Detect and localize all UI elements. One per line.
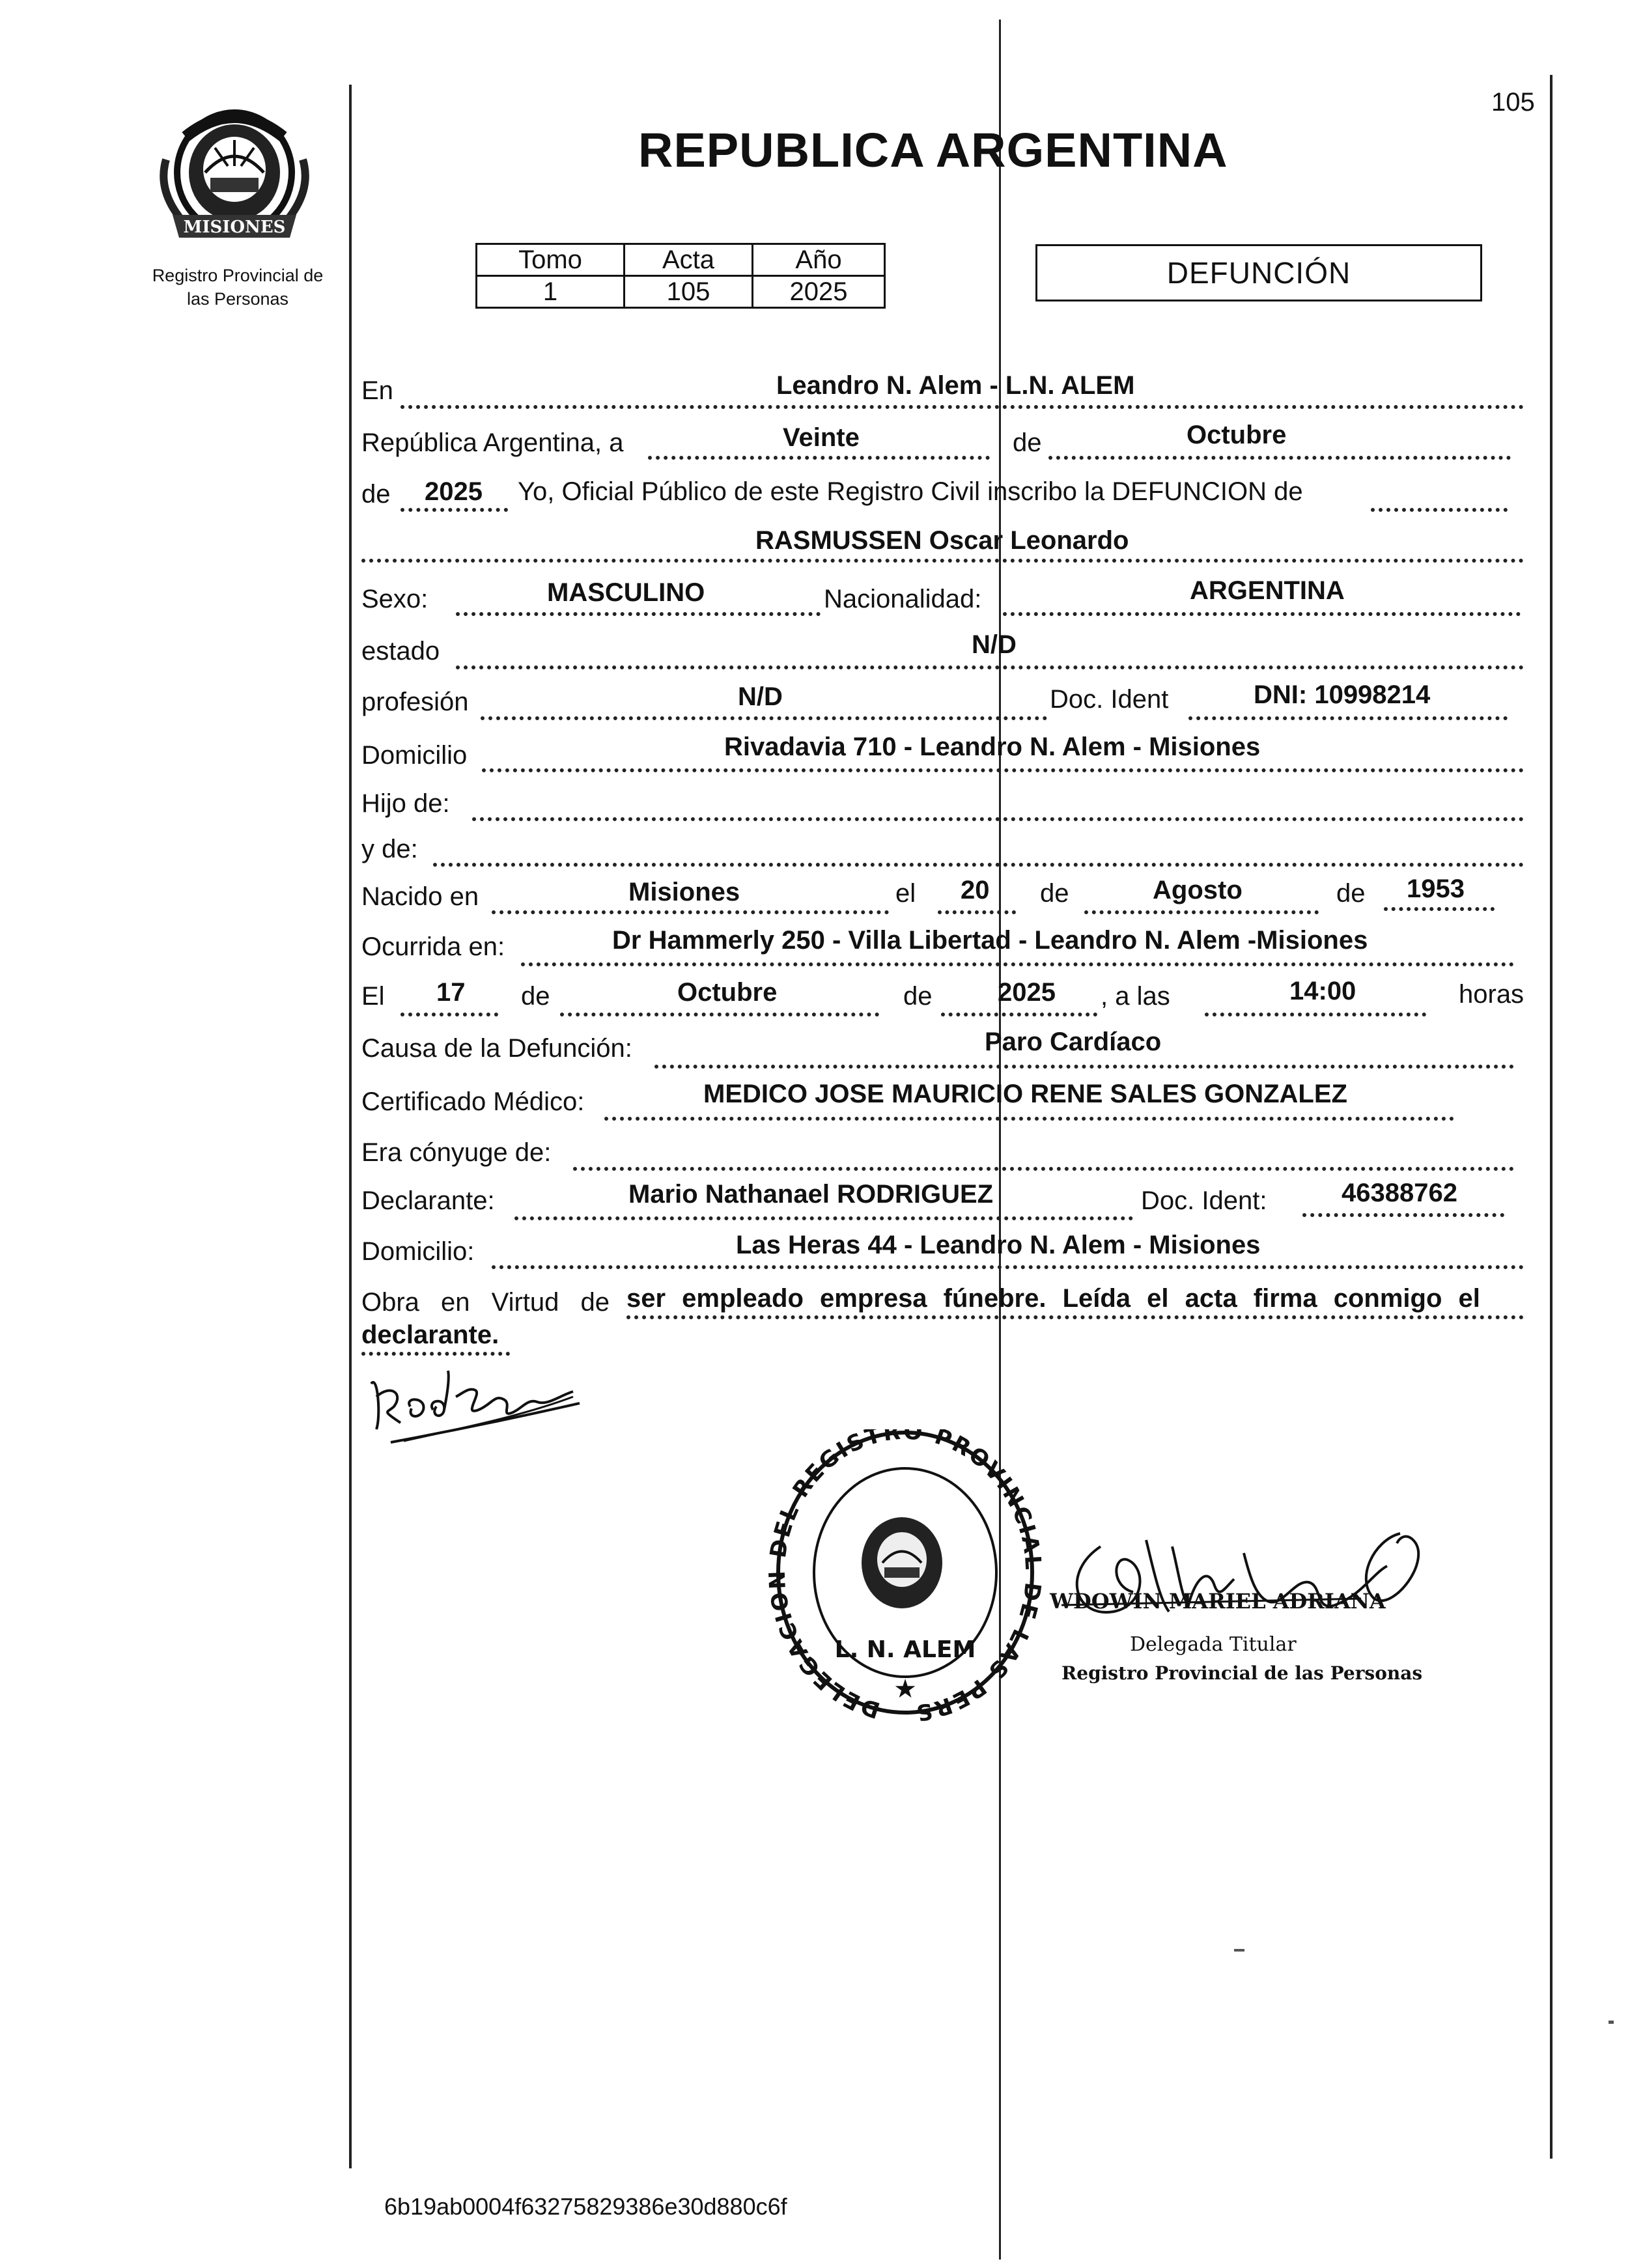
label-doc-ident: Doc. Ident — [1050, 685, 1169, 714]
left-margin-line — [349, 85, 352, 2168]
label-hijo-de: Hijo de: — [361, 789, 450, 818]
acta-header: Acta — [625, 244, 753, 276]
page-number: 105 — [1491, 88, 1535, 117]
acta-value: 105 — [625, 276, 753, 308]
label-estado: estado — [361, 637, 440, 665]
official-title: Delegada Titular — [1130, 1633, 1297, 1656]
dotline-mes — [1048, 456, 1511, 460]
label-nacido-en: Nacido en — [361, 882, 479, 911]
dotline-dia — [648, 456, 990, 460]
value-lugar: Leandro N. Alem - L.N. ALEM — [776, 371, 1135, 400]
value-mes: Octubre — [1187, 421, 1287, 449]
dotline-domicilio-2 — [492, 1265, 1524, 1269]
dotline-anio — [400, 508, 508, 512]
right-margin-line — [1550, 75, 1553, 2159]
tomo-value: 1 — [477, 276, 625, 308]
label-conyuge: Era cónyuge de: — [361, 1138, 552, 1167]
declarant-signature — [365, 1358, 586, 1449]
svg-text:DELEGACION DEL REGISTRO PROVIN: DELEGACI EL REGISTRO PROVINCI E LAS PERS — [769, 1429, 1042, 1726]
dotline-defuncion-de — [1371, 508, 1508, 512]
label-y-de: y de: — [361, 835, 418, 863]
dotline-causa — [654, 1065, 1514, 1069]
label-sexo: Sexo: — [361, 585, 429, 613]
record-table — [475, 243, 886, 309]
dotline-certificado — [604, 1117, 1454, 1121]
registry-label-line2: las Personas — [186, 289, 289, 309]
value-def-mes: Octubre — [677, 978, 778, 1007]
label-de-4: de — [1336, 879, 1366, 908]
value-nacido-en: Misiones — [628, 878, 740, 906]
record-type-box: DEFUNCIÓN — [1035, 244, 1482, 301]
label-domicilio: Domicilio — [361, 741, 468, 770]
dotline-nac-anio — [1384, 907, 1495, 911]
value-documento: DNI: 10998214 — [1254, 680, 1431, 709]
dotline-nacido-en — [492, 910, 889, 914]
value-fallecido: RASMUSSEN Oscar Leonardo — [755, 526, 1129, 555]
dotline-def-dia — [400, 1013, 498, 1016]
label-declarante: Declarante: — [361, 1186, 495, 1215]
value-declarante-doc: 46388762 — [1342, 1179, 1457, 1207]
value-def-dia: 17 — [436, 978, 466, 1007]
value-def-anio: 2025 — [998, 978, 1056, 1007]
dotline-documento — [1188, 716, 1508, 720]
dotline-estado — [456, 665, 1524, 669]
value-ocurrida-en: Dr Hammerly 250 - Villa Libertad - Leandro N. Alem -Misiones — [612, 926, 1368, 955]
label-horas: horas — [1459, 980, 1525, 1009]
official-name: WDOWIN MARIEL ADRIANA — [1050, 1589, 1386, 1614]
dotline-def-hora — [1205, 1013, 1426, 1016]
svg-text:MISIONES: MISIONES — [183, 217, 286, 237]
value-domicilio: Rivadavia 710 - Leandro N. Alem - Misiones — [724, 733, 1261, 761]
dotline-obra-2 — [361, 1352, 510, 1356]
value-dia-texto: Veinte — [783, 423, 860, 452]
label-en: En — [361, 376, 393, 405]
dotline-obra-1 — [626, 1315, 1524, 1319]
label-de-2: de — [361, 480, 391, 509]
tomo-header: Tomo — [477, 244, 625, 276]
dotline-y-de — [433, 863, 1524, 867]
province-logo — [160, 101, 309, 244]
label-causa: Causa de la Defunción: — [361, 1034, 632, 1063]
value-estado: N/D — [972, 630, 1017, 659]
value-nac-anio: 1953 — [1407, 875, 1465, 903]
center-fold-line — [999, 20, 1001, 2260]
value-declarante-domicilio: Las Heras 44 - Leandro N. Alem - Misiones — [736, 1231, 1261, 1259]
registry-label — [133, 264, 342, 311]
dotline-def-anio — [941, 1013, 1097, 1016]
label-ocurrida-en: Ocurrida en: — [361, 932, 505, 961]
value-anio: 2025 — [425, 477, 483, 506]
label-de-1: de — [1013, 428, 1042, 457]
seal-bottom-text: L. N. ALEM — [834, 1636, 976, 1663]
label-yo-oficial: Yo, Oficial Público de este Registro Civil inscribo la DEFUNCION de — [518, 477, 1303, 506]
stray-mark — [1234, 1949, 1244, 1952]
label-doc-ident-2: Doc. Ident: — [1141, 1186, 1267, 1215]
label-de-3: de — [1040, 879, 1069, 908]
label-de-5: de — [521, 982, 550, 1011]
value-obra-line2: declarante. — [361, 1321, 499, 1349]
dotline-declarante-doc — [1302, 1213, 1504, 1217]
dotline-nac-mes — [1084, 910, 1319, 914]
value-obra-line1: ser empleado empresa fúnebre. Leída el acta firma conmigo el — [626, 1284, 1480, 1313]
page-title: REPUBLICA ARGENTINA — [638, 123, 1228, 177]
label-de-6: de — [903, 982, 933, 1011]
registry-label-line1: Registro Provincial de — [152, 266, 324, 285]
dotline-hijo-de — [472, 817, 1524, 821]
value-nacionalidad: ARGENTINA — [1190, 576, 1345, 605]
dotline-domicilio — [482, 768, 1524, 772]
dotline-conyuge — [573, 1167, 1514, 1171]
dotline-fallecido — [361, 559, 1524, 563]
anio-header: Año — [753, 244, 885, 276]
value-declarante: Mario Nathanael RODRIGUEZ — [628, 1180, 994, 1209]
value-def-hora: 14:00 — [1289, 977, 1356, 1005]
label-el-cap: El — [361, 982, 385, 1011]
document-hash: 6b19ab0004f63275829386e30d880c6f — [384, 2193, 787, 2220]
label-profesion: profesión — [361, 688, 469, 716]
value-profesion: N/D — [738, 682, 783, 711]
official-signature — [1048, 1527, 1433, 1631]
dotline-nacionalidad — [1003, 612, 1521, 616]
label-obra-en-virtud: Obra en Virtud de — [361, 1288, 610, 1317]
dotline-def-mes — [560, 1013, 879, 1016]
official-org: Registro Provincial de las Personas — [1061, 1662, 1423, 1684]
official-seal — [768, 1429, 1042, 1729]
label-republica: República Argentina, a — [361, 428, 624, 457]
stray-mark — [1609, 2021, 1614, 2024]
label-a-las: , a las — [1101, 982, 1170, 1011]
value-nac-mes: Agosto — [1153, 876, 1243, 904]
dotline-ocurrida-en — [521, 962, 1514, 966]
dotline-sexo — [456, 612, 821, 616]
svg-text:★: ★ — [893, 1674, 917, 1704]
dotline-en — [400, 405, 1524, 409]
label-certificado: Certificado Médico: — [361, 1087, 585, 1116]
dotline-declarante — [514, 1216, 1133, 1220]
label-el: el — [895, 879, 916, 908]
value-sexo: MASCULINO — [547, 578, 705, 607]
label-nacionalidad: Nacionalidad: — [824, 585, 982, 613]
value-nac-dia: 20 — [961, 876, 990, 904]
dotline-profesion — [481, 716, 1047, 720]
anio-value: 2025 — [753, 276, 885, 308]
value-certificado: MEDICO JOSE MAURICIO RENE SALES GONZALEZ — [703, 1080, 1347, 1108]
dotline-nac-dia — [938, 910, 1016, 914]
label-domicilio-2: Domicilio: — [361, 1237, 475, 1266]
value-causa: Paro Cardíaco — [985, 1028, 1162, 1056]
